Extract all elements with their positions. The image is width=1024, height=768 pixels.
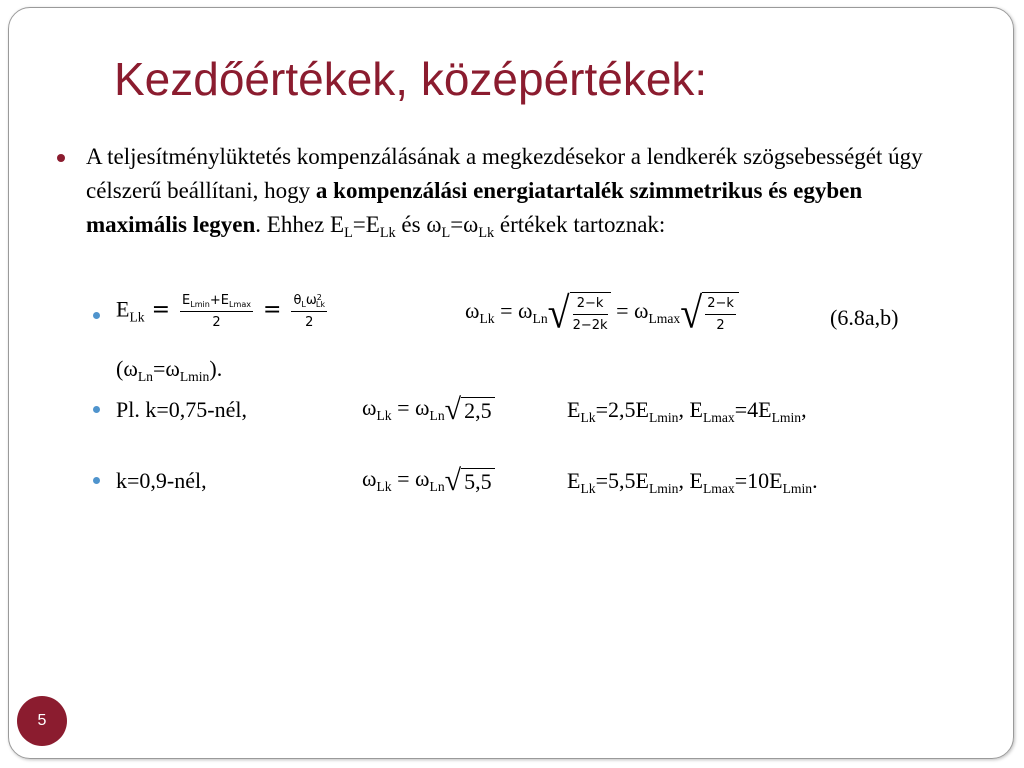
note-close: ). <box>209 356 223 381</box>
ex1-r1-sub: Lk <box>580 409 596 425</box>
formula-eq-2: = <box>256 297 289 323</box>
sqrt-1-sign: √ <box>547 287 570 338</box>
ex1-sqrt-sign: √ <box>444 393 462 426</box>
sqrt-2-sign: √ <box>680 287 703 338</box>
ex1-sqrt-value: 2,5 <box>461 397 495 424</box>
frac2-sub-l: L <box>301 299 306 309</box>
sqrt-1 <box>547 287 611 338</box>
fraction-1 <box>180 292 253 331</box>
example2-formula <box>362 466 495 496</box>
omega-lk: ω <box>465 298 480 324</box>
example1-formula <box>362 395 495 425</box>
frac2-theta: θ <box>293 293 302 308</box>
ex1-r4: =4E <box>734 397 772 422</box>
sqrt2-den: 2 <box>716 318 725 333</box>
ex2-r4: =10E <box>734 468 783 493</box>
ex2-eq: = ω <box>391 466 430 492</box>
main-text-part-4: értékek tartoznak: <box>494 212 666 237</box>
ex2-sub-lk: Lk <box>376 478 392 494</box>
ex1-r3: , E <box>678 397 703 422</box>
slide-title: Kezdőértékek, középértékek: <box>114 53 708 105</box>
note-eq: =ω <box>152 356 180 381</box>
main-bullet-marker <box>57 154 65 162</box>
sqrt1-num: 2−k <box>573 295 608 315</box>
formula-row <box>116 292 330 331</box>
sub-bullet-marker-ex2 <box>93 477 100 484</box>
note-sub-lmin: Lmin <box>179 368 210 384</box>
ex2-r1-sub: Lk <box>580 480 596 496</box>
omega-ln-sub: Ln <box>532 310 548 326</box>
main-text-part-1: A teljesítménylüktetés kompenzálásának a megkezdésekor a lendkerék szögsebességét úgy célszerű beállítani, hogy <box>86 144 923 203</box>
example1-label: Pl. k=0,75-nél, <box>116 397 247 422</box>
example1-result <box>567 397 807 423</box>
example2-label: k=0,9-nél, <box>116 468 207 493</box>
ex1-r3-sub: Lmax <box>702 409 735 425</box>
ex1-sub-lk: Lk <box>376 407 392 423</box>
note-open: (ω <box>116 356 138 381</box>
formula-eq-1: = <box>144 297 178 323</box>
main-eq-2: =ω <box>450 212 479 237</box>
formula-eq-4: = ω <box>610 298 649 324</box>
ex2-r3: , E <box>678 468 703 493</box>
slide-frame <box>8 7 1014 759</box>
sub-lk-2: Lk <box>478 224 495 241</box>
sqrt2-num: 2−k <box>705 295 736 315</box>
formula-e: E <box>116 296 130 322</box>
sub-bullet-marker-formula <box>93 312 100 319</box>
ex1-r5: , <box>801 397 807 422</box>
omega-lmax-sub: Lmax <box>648 310 681 326</box>
sub-l-2: L <box>441 224 451 241</box>
main-eq: =E <box>352 212 380 237</box>
sub-lk: Lk <box>379 224 396 241</box>
main-text-bold: a kompenzálási energiatartalék szimmetrikus és egyben maximális legyen <box>86 178 863 237</box>
formula-note <box>116 356 222 382</box>
ex1-r2-sub: Lmin <box>648 409 679 425</box>
ex1-r1: E <box>567 397 581 422</box>
example2-result <box>567 468 818 494</box>
frac1-num-sub1: Lmin <box>190 299 210 309</box>
ex2-omega: ω <box>362 466 377 492</box>
sub-bullet-marker-ex1 <box>93 406 100 413</box>
equation-label: (6.8a,b) <box>830 305 899 330</box>
ex2-r5: . <box>812 468 818 493</box>
ex1-eq: = ω <box>391 395 430 421</box>
fraction-2 <box>291 292 327 331</box>
sub-l: L <box>344 224 353 241</box>
sqrt-2 <box>680 287 739 338</box>
ex2-r3-sub: Lmax <box>702 480 735 496</box>
frac1-num-e: E <box>182 293 191 308</box>
omega-lk-sub: Lk <box>479 310 495 326</box>
page-number-badge: 5 <box>17 696 67 746</box>
main-text-part-3: és ω <box>395 212 442 237</box>
ex2-r1: E <box>567 468 581 493</box>
ex2-sqrt-value: 5,5 <box>461 468 495 495</box>
formula-eq-3: = ω <box>494 298 533 324</box>
main-text-part-2: . Ehhez E <box>255 212 345 237</box>
ex1-omega: ω <box>362 395 377 421</box>
frac2-sub-lk: Lk <box>315 299 326 309</box>
sqrt1-den: 2−2k <box>572 318 608 333</box>
ex2-sub-ln: Ln <box>429 478 445 494</box>
ex1-r4-sub: Lmin <box>771 409 802 425</box>
formula-omega-part <box>465 287 739 338</box>
ex2-sqrt-sign: √ <box>444 464 462 497</box>
ex2-r2: =5,5E <box>595 468 649 493</box>
frac1-plus: +E <box>209 293 230 308</box>
note-sub-ln: Ln <box>137 368 153 384</box>
ex1-sub-ln: Ln <box>429 407 445 423</box>
main-bullet-text <box>86 140 946 242</box>
ex2-r4-sub: Lmin <box>782 480 813 496</box>
frac2-sup: 2 <box>316 292 322 302</box>
frac2-den: 2 <box>305 315 314 330</box>
formula-e-sub: Lk <box>129 309 145 325</box>
frac2-omega: ω <box>305 293 317 308</box>
frac1-num-sub2: Lmax <box>229 299 252 309</box>
ex2-r2-sub: Lmin <box>648 480 679 496</box>
ex1-r2: =2,5E <box>595 397 649 422</box>
frac1-den: 2 <box>212 315 221 330</box>
